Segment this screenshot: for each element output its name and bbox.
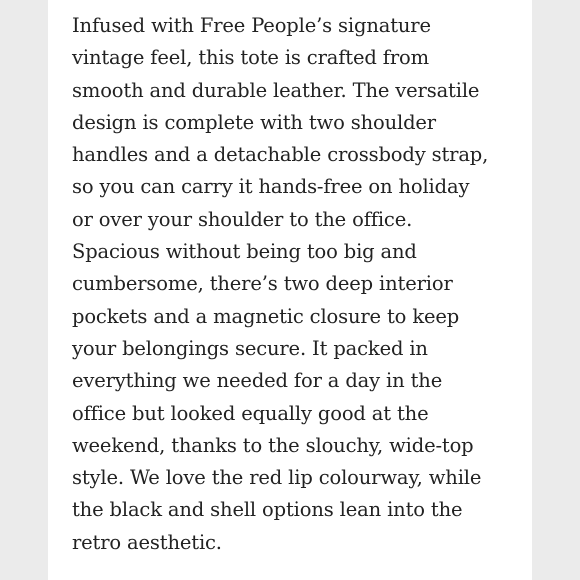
description-line: cumbersome, there’s two deep interior [72, 272, 453, 296]
description-line: weekend, thanks to the slouchy, wide-top [72, 433, 474, 457]
description-line: handles and a detachable crossbody strap, [72, 143, 489, 167]
description-line: the black and shell options lean into the [72, 498, 463, 522]
description-line: Infused with Free People’s signature [72, 14, 431, 37]
description-line: office but looked equally good at the [72, 401, 429, 425]
description-line: style. We love the red lip colourway, while [72, 466, 482, 490]
description-line: your belongings secure. It packed in [72, 336, 428, 360]
description-line: Spacious without being too big and [72, 240, 417, 264]
description-line: vintage feel, this tote is crafted from [72, 46, 429, 70]
text-page [48, 0, 532, 580]
description-line: smooth and durable leather. The versatile [72, 78, 480, 102]
description-line: or over your shoulder to the office. [72, 207, 413, 231]
description-line: design is complete with two shoulder [72, 110, 436, 134]
description-line: pockets and a magnetic closure to keep [72, 304, 460, 328]
product-description [72, 10, 552, 559]
description-line: so you can carry it hands-free on holiday [72, 175, 470, 199]
description-line: retro aesthetic. [72, 530, 222, 554]
description-line: everything we needed for a day in the [72, 369, 443, 393]
